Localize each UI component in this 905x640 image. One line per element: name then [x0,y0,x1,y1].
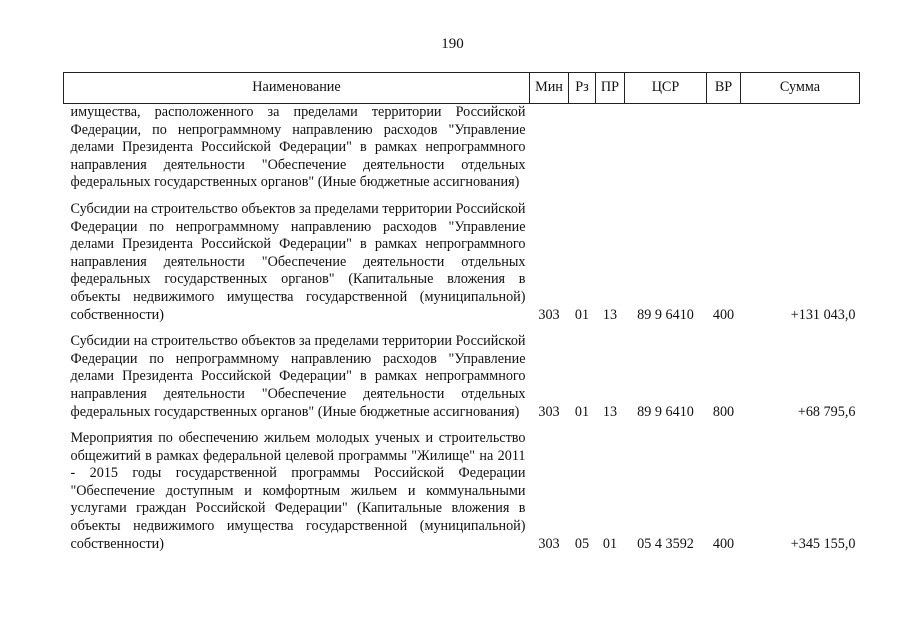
row-rz: 01 [574,403,590,420]
row-rz: 01 [574,306,590,323]
row-min: 303 [538,535,560,552]
budget-table [63,72,860,553]
table-header [64,73,860,104]
row-rz: 05 [574,535,590,552]
page-number: 190 [441,36,464,52]
row-name: имущества, расположенного за пределами территории Российской Федерации, по непрограммному направлению расходов "Управление делами Президента Российской Федерации" в рамках непрограммного направления деятельности "Обеспечение деятельности отдельных федеральных государственных органов" (Иные бюджетные ассигнования) [70,104,526,191]
row-vr: 800 [712,403,735,420]
row-rz [569,104,596,192]
row-sum [741,104,860,192]
table-row [64,192,860,324]
row-name: Мероприятия по обеспечению жильем молодых ученых и строительство общежитий в рамках федеральной целевой программы "Жилище" на 2011 - 2015 годы государственной программы Российской Федерации "Обеспечение доступным и комфортным жильем и коммунальными услугами граждан Российской Федерации" (Капитальные вложения в объекты недвижимого имущества государственной (муниципальной) собственности) [70,430,526,552]
table-row [64,104,860,192]
row-sum: +68 795,6 [797,403,856,420]
row-vr [707,104,741,192]
header-name: Наименование [64,73,530,104]
row-pr: 01 [602,535,618,552]
row-name: Субсидии на строительство объектов за пределами территории Российской Федерации по непрограммному направлению расходов "Управление делами Президента Российской Федерации" в рамках непрограммного направления деятельности "Обеспечение деятельности отдельных федеральных государственных органов" (Капитальные вложения в объекты недвижимого имущества государственной (муниципальной) собственности) [70,200,526,323]
row-sum: +131 043,0 [790,306,856,323]
row-name: Субсидии на строительство объектов за пределами территории Российской Федерации по непрограммному направлению расходов "Управление делами Президента Российской Федерации" в рамках непрограммного направления деятельности "Обеспечение деятельности отдельных федеральных государственных органов" (Иные бюджетные ассигнования) [70,333,526,420]
row-pr [596,104,625,192]
row-vr: 400 [712,306,735,323]
row-pr: 13 [602,306,618,323]
row-min: 303 [538,306,560,323]
row-sum: +345 155,0 [790,535,856,552]
header-csr: ЦСР [625,73,707,104]
row-pr: 13 [602,403,618,420]
row-min: 303 [538,403,560,420]
row-csr [625,104,707,192]
table-row [64,421,860,553]
row-csr: 05 4 3592 [637,535,694,552]
header-sum: Сумма [741,73,860,104]
header-min: Мин [530,73,569,104]
row-csr: 89 9 6410 [637,306,694,323]
header-vr: ВР [707,73,741,104]
header-rz: Рз [569,73,596,104]
row-min [530,104,569,192]
table-row [64,324,860,421]
row-csr: 89 9 6410 [637,403,694,420]
header-pr: ПР [596,73,625,104]
row-vr: 400 [712,535,735,552]
